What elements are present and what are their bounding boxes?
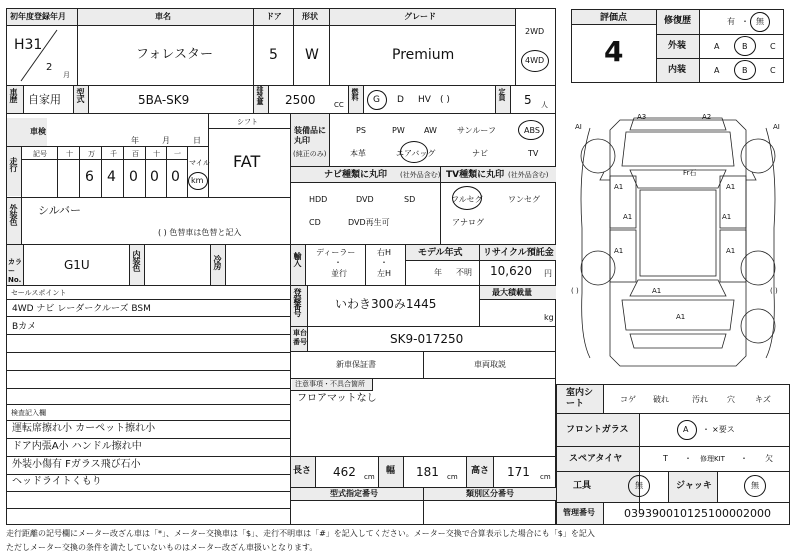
color-no: G1U (64, 258, 90, 272)
inspector-line-3: 外装小傷有 Fガラス飛び石小 (12, 459, 141, 470)
shift-label: シフト (237, 118, 258, 126)
tv-analog: アナログ (452, 218, 484, 227)
diag-mark-a1-7: A1 (652, 287, 662, 295)
spare-kit: 修理KIT (700, 455, 725, 463)
import-parallel: 並行 (331, 269, 347, 278)
length-value: 462 (333, 465, 356, 479)
equip-navi: ナビ (472, 149, 488, 158)
windshield-sep: ・ (702, 425, 710, 434)
col-ichi: 一 (174, 150, 181, 158)
inspector-line-1: 運転席擦れ小 カーペット擦れ小 (12, 423, 156, 434)
category-label: 類別区分番号 (466, 489, 514, 498)
width-unit: cm (447, 473, 458, 481)
exterior-label: 外装 (668, 41, 687, 51)
tv-label: TV種類に丸印 (446, 170, 505, 180)
windshield-label: フロントガラス (566, 425, 629, 435)
month-unit: 月 (63, 71, 70, 79)
spare-label: スペアタイヤ (569, 454, 623, 464)
import-dot: ・ (334, 258, 342, 267)
model-year-unit: 年 (434, 268, 442, 277)
jack-value: 無 (751, 481, 759, 490)
color-paren-note: ( ) 色替車は色替と記入 (158, 228, 242, 237)
diag-mark-ai-2: AI (773, 123, 780, 131)
reg-year-label: 初年度登録年月 (10, 12, 66, 21)
type-cert-label: 型式指定番号 (330, 489, 378, 498)
equip-aw: AW (424, 126, 437, 135)
windshield-replace: ×要ス (712, 425, 735, 434)
jack-label: ジャッキ (676, 481, 712, 491)
reg-month: 2 (46, 62, 53, 73)
mileage-label: 走行 (9, 157, 18, 171)
drive-4wd: 4WD (525, 56, 545, 65)
inspection-month: 月 (162, 136, 170, 145)
recycle-unit: 円 (544, 269, 552, 278)
displacement-value: 2500 (285, 93, 316, 107)
import-dot-2: ・ (380, 258, 388, 267)
ac-label: 冷房 (213, 255, 222, 269)
displacement-unit: CC (334, 101, 344, 109)
inspector-label: 検査記入欄 (11, 409, 46, 417)
color-value: シルバー (38, 204, 81, 217)
color-label: 外装色 (9, 204, 18, 225)
capacity-label: 定員 (498, 88, 506, 100)
navi-dvd: DVD (356, 195, 374, 204)
door-label: ドア (266, 12, 282, 21)
car-damage-diagram (560, 108, 796, 378)
color-no-label: カラーNo. (8, 258, 22, 284)
equip-sunroof: サンルーフ (457, 126, 496, 135)
notes-label: 注意事項・不具合箇所 (295, 380, 365, 388)
model-year-label: モデル年式 (418, 248, 463, 258)
diag-mark-a1-6: A1 (726, 247, 736, 255)
chassis-label: 車台番号 (293, 329, 307, 346)
diag-brackets-right: ( ) (770, 287, 778, 295)
model-label: 型式 (76, 88, 85, 102)
score: 4 (604, 35, 624, 68)
import-rh: 右H (377, 248, 392, 257)
repair-label: 修復歴 (664, 16, 692, 26)
col-man: 万 (88, 150, 95, 158)
drive-2wd: 2WD (525, 27, 545, 36)
repair-yes: 有 (727, 17, 735, 26)
import-lh: 左H (377, 269, 392, 278)
manual: 車両取説 (474, 360, 506, 369)
mileage-digit-4: 0 (150, 169, 159, 185)
length-unit: cm (364, 473, 375, 481)
diag-mark-a1-2: A1 (726, 183, 736, 191)
diag-windshield-mark: Fr石 (683, 169, 697, 177)
spare-sep-2: ・ (740, 454, 748, 463)
tv-note: (社外品含む) (508, 171, 549, 179)
registration-value: いわき300み1445 (335, 297, 437, 311)
int-a: A (714, 66, 720, 75)
seat-burn: コゲ (620, 395, 636, 404)
fuel-d: D (397, 95, 404, 105)
ext-a: A (714, 42, 720, 51)
navi-cd: CD (309, 218, 321, 227)
diag-brackets-left: ( ) (571, 287, 579, 295)
grade-label: グレード (404, 12, 436, 21)
model-year-value: 不明 (456, 268, 472, 277)
recycle-label: リサイクル預託金 (483, 248, 554, 258)
diag-mark-a1-1: A1 (614, 183, 624, 191)
capacity-unit: 人 (541, 101, 548, 109)
mileage-digit-3: 0 (129, 169, 138, 185)
interior-color-label: 内装色 (132, 250, 141, 271)
inspector-line-4: ヘッドライトくもり (12, 476, 102, 487)
equip-airbag: エアバッグ (396, 149, 436, 158)
int-c: C (770, 66, 776, 75)
shape-label: 形状 (302, 12, 318, 21)
diag-mark-a2: A2 (702, 113, 712, 121)
max-load-label: 最大積載量 (492, 288, 532, 297)
navi-sd: SD (404, 195, 416, 204)
fuel-hv: HV (418, 95, 431, 105)
inspection-label: 車検 (30, 127, 46, 136)
fuel-label: 燃料 (351, 88, 359, 100)
diag-mark-a3: A3 (637, 113, 647, 121)
header-band (7, 9, 515, 25)
capacity-value: 5 (524, 93, 532, 107)
repair-no: 無 (756, 17, 764, 26)
type-value: 自家用 (28, 93, 61, 106)
seat-tear: 破れ (653, 395, 669, 404)
inspector-line-2: ドア内張A小 ハンドル擦れ中 (12, 441, 142, 452)
grade: Premium (392, 47, 455, 63)
col-10: 十 (66, 150, 73, 158)
reg-era-year: H31 (14, 37, 43, 53)
spare-sep-1: ・ (684, 454, 692, 463)
max-load-unit: kg (544, 313, 554, 322)
km: km (191, 176, 204, 185)
repair-sep: ・ (741, 17, 749, 26)
equipment-label: 装備品に丸印 (294, 126, 326, 145)
equip-tv: TV (528, 149, 539, 158)
interior-seat-label: 室内シート (566, 388, 594, 409)
length-label: 長さ (293, 466, 312, 476)
recycle-value: 10,620 (490, 264, 532, 278)
import-label: 輸入 (293, 252, 302, 266)
height-unit: cm (540, 473, 551, 481)
fuel-other: ( ) (440, 95, 450, 105)
interior-label: 内装 (668, 65, 687, 75)
tools-value: 無 (635, 481, 643, 490)
inspection-day: 日 (193, 136, 201, 145)
spare-t: T (663, 454, 668, 463)
chassis-value: SK9-017250 (390, 332, 464, 346)
col-sym: 記号 (33, 150, 47, 158)
width-value: 181 (416, 465, 439, 479)
width-label: 幅 (386, 466, 396, 476)
navi-label: ナビ種類に丸印 (324, 170, 388, 180)
sales-points-label: セールスポイント (11, 289, 67, 297)
equip-ps: PS (356, 126, 366, 135)
mileage-digit-1: 6 (85, 169, 94, 185)
model-value: 5BA-SK9 (138, 93, 190, 107)
sales-point-line-1: 4WD ナビ レーダークルーズ BSM (12, 304, 151, 314)
equip-pw: PW (392, 126, 405, 135)
fuel-g: G (373, 95, 380, 105)
mileage-digit-5: 0 (171, 169, 180, 185)
tv-fullseg: フルセグ (451, 195, 483, 204)
import-dealer: ディーラー (316, 248, 356, 257)
shape: W (305, 47, 319, 63)
score-label: 評価点 (600, 13, 628, 23)
mileage-digit-2: 4 (107, 169, 116, 185)
col-sen: 千 (110, 150, 117, 158)
seat-scratch: キズ (755, 395, 771, 404)
registration-label: 登録番号 (293, 288, 302, 316)
navi-note: (社外品含む) (400, 171, 441, 179)
equip-abs: ABS (524, 126, 540, 135)
footer-line-1: 走行距離の記号欄にメーター改ざん車は「*」、メーター交換車は「$」、走行不明車は「#」を記入してください。メーター交換で合算表示した場合にも「$」を記入 (6, 529, 595, 538)
warranty: 新車保証書 (336, 360, 376, 369)
seat-stain: 汚れ (692, 395, 708, 404)
height-label: 高さ (471, 466, 490, 476)
equipment-note: (純正のみ) (293, 150, 327, 158)
car-name: フォレスター (136, 47, 213, 62)
diag-mark-ai-1: AI (575, 123, 582, 131)
tools-label: 工具 (573, 481, 592, 491)
management-label: 管理番号 (563, 508, 595, 517)
mile-label: マイル (189, 159, 210, 167)
col-juu: 十 (153, 150, 160, 158)
height-value: 171 (507, 465, 530, 479)
type-label: 車歴 (9, 88, 18, 102)
ext-c: C (770, 42, 776, 51)
shift-value: FAT (233, 152, 261, 171)
navi-dvd-play: DVD再生可 (348, 218, 390, 227)
spare-missing: 欠 (765, 454, 773, 463)
diag-mark-a1-4: A1 (722, 213, 732, 221)
equip-leather: 本革 (350, 149, 366, 158)
diag-mark-a1-8: A1 (676, 313, 686, 321)
notes-value: フロアマットなし (297, 393, 377, 404)
seat-hole: 穴 (727, 395, 735, 404)
int-b: B (742, 66, 748, 75)
footer-line-2: ただしメーター交換の条件を満たしていないものはメーター改ざん車扱いとなります。 (6, 543, 318, 552)
management-value: 039390010125100002000 (624, 507, 771, 520)
diag-mark-a1-5: A1 (614, 247, 624, 255)
displacement-label: 排気量 (256, 86, 264, 104)
car-name-label: 車名 (155, 12, 171, 21)
navi-hdd: HDD (309, 195, 328, 204)
doors: 5 (269, 47, 278, 63)
sales-point-line-2: Bカメ (12, 322, 37, 332)
tv-oneseg: ワンセグ (508, 195, 540, 204)
col-hyaku: 百 (132, 150, 139, 158)
windshield-a: A (683, 425, 689, 434)
diag-mark-a1-3: A1 (623, 213, 633, 221)
inspection-year: 年 (131, 136, 139, 145)
ext-b: B (742, 42, 748, 51)
